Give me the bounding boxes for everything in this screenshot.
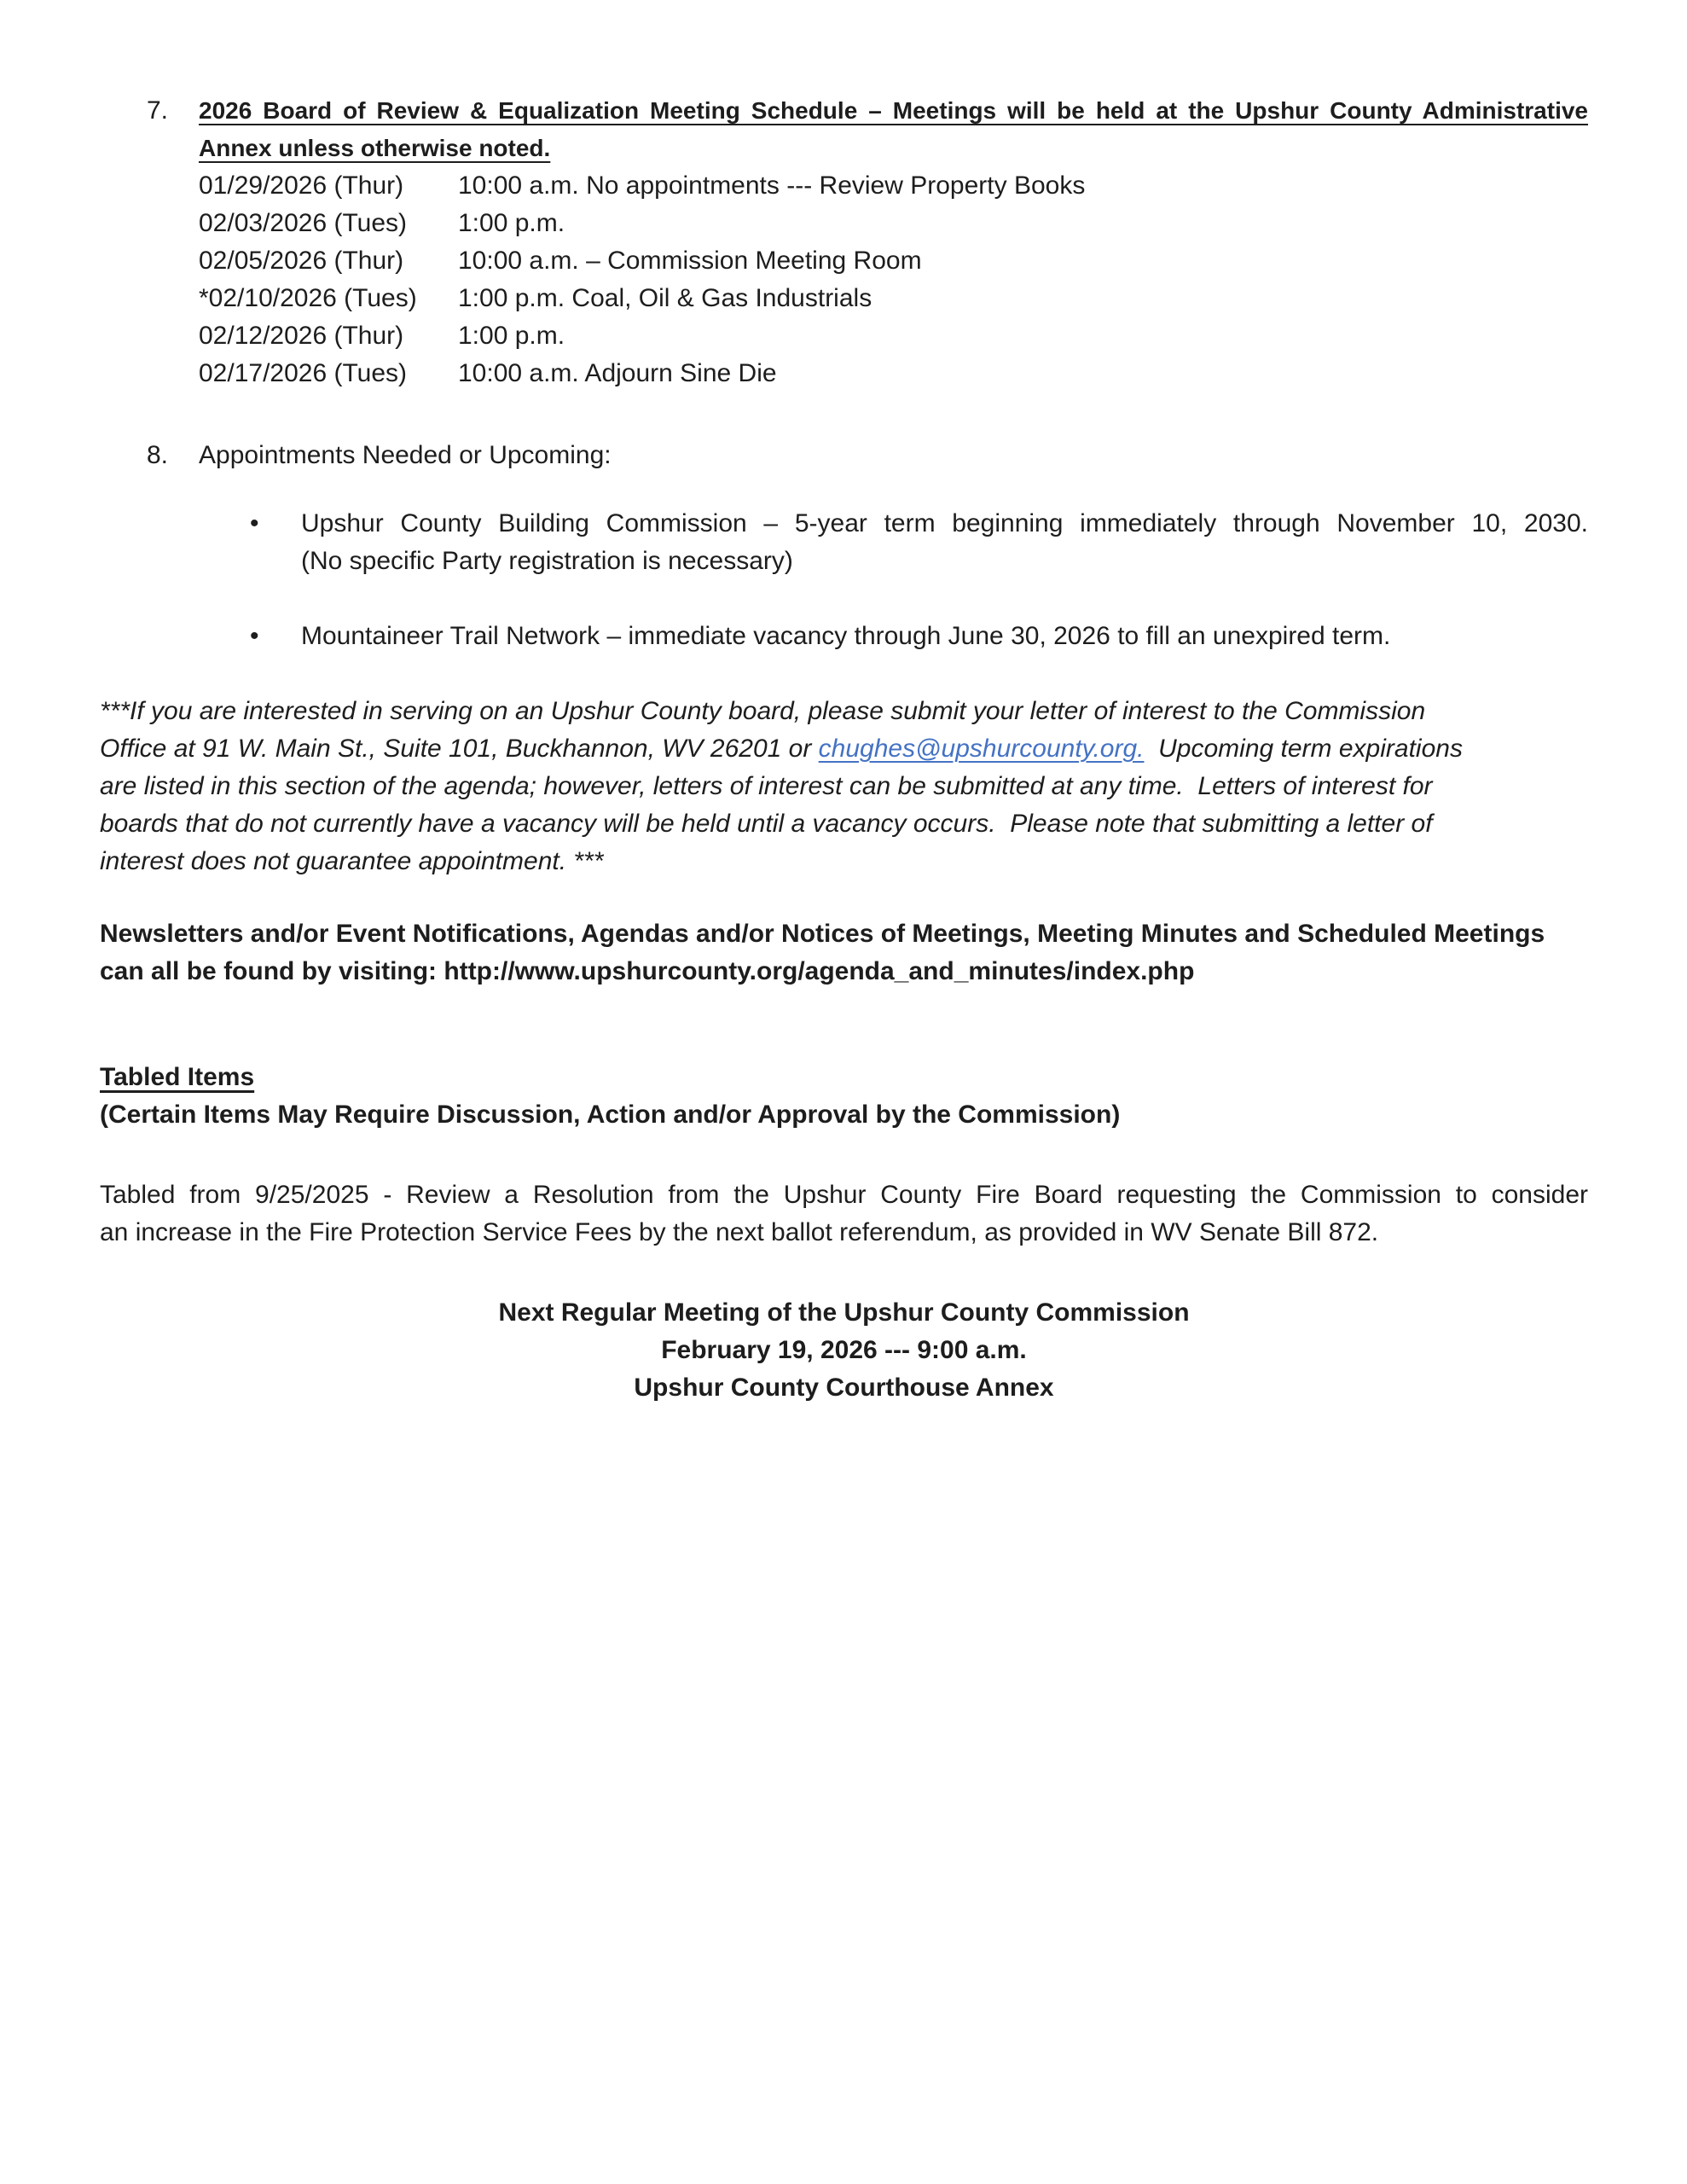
item7-heading-line2: Annex unless otherwise noted. [199, 135, 551, 161]
board-interest-note [100, 693, 1588, 880]
bullet1-line1: Upshur County Building Commission – 5-year term beginning immediately through November 10, 2030. [301, 509, 1588, 537]
appointment-bullet-1 [250, 505, 1588, 580]
appointment-bullet-1-text [301, 505, 1588, 580]
schedule-detail: 10:00 a.m. – Commission Meeting Room [458, 247, 922, 275]
tabled-item-paragraph [100, 1176, 1588, 1252]
schedule-row [199, 317, 1588, 355]
schedule-row [199, 242, 1588, 280]
next-meeting-datetime: February 19, 2026 --- 9:00 a.m. [661, 1336, 1027, 1364]
agenda-item-8 [147, 437, 1588, 474]
appointment-bullet-2 [250, 618, 1588, 655]
tabled-items-subtitle: (Certain Items May Require Discussion, Action and/or Approval by the Commission) [100, 1101, 1121, 1129]
item8-number: 8. [147, 441, 169, 469]
item8-heading-wrap [199, 437, 1588, 474]
item7-heading [199, 92, 1588, 167]
next-meeting-location: Upshur County Courthouse Annex [634, 1374, 1054, 1402]
note-line2-pre: Office at 91 W. Main St., Suite 101, Buckhannon, WV 26201 or [100, 735, 819, 763]
schedule-detail: 1:00 p.m. [458, 209, 565, 237]
note-line2-post: Upcoming term expirations [1144, 735, 1463, 763]
note-line4: boards that do not currently have a vacancy will be held until a vacancy occurs. Please note that submitting a letter of [100, 810, 1433, 838]
tabled-para-line1: Tabled from 9/25/2025 - Review a Resolution from the Upshur County Fire Board requesting the Commission to consider [100, 1181, 1588, 1209]
appointment-bullet-2-text [301, 618, 1588, 655]
schedule-row [199, 167, 1588, 205]
schedule-date: 02/17/2026 (Tues) [199, 359, 408, 387]
newsletters-note [100, 915, 1588, 990]
schedule-detail: 10:00 a.m. Adjourn Sine Die [458, 359, 777, 387]
next-meeting-block [100, 1294, 1588, 1407]
note-line3: are listed in this section of the agenda; however, letters of interest can be submitted at any time. Letters of interest for [100, 772, 1433, 800]
schedule-date: 02/05/2026 (Thur) [199, 247, 404, 275]
schedule-table [199, 167, 1588, 392]
bullet1-line2: (No specific Party registration is necessary) [301, 547, 793, 575]
item7-heading-line1: 2026 Board of Review & Equalization Meeting Schedule – Meetings will be held at the Upshur County Administrative [199, 97, 1588, 124]
tabled-items-section [100, 990, 1588, 1252]
schedule-detail: 1:00 p.m. [458, 322, 565, 350]
agenda-item-7 [147, 92, 1588, 167]
schedule-row [199, 355, 1588, 392]
note-line1: ***If you are interested in serving on an Upshur County board, please submit your letter of interest to the Commission [100, 697, 1426, 725]
schedule-date: 02/03/2026 (Tues) [199, 209, 408, 237]
schedule-date: 01/29/2026 (Thur) [199, 171, 404, 200]
newsletters-url-line: can all be found by visiting: http://www.upshurcounty.org/agenda_and_minutes/index.php [100, 957, 1195, 985]
note-line5: interest does not guarantee appointment. *** [100, 847, 604, 875]
bullet2-line1: Mountaineer Trail Network – immediate vacancy through June 30, 2026 to fill an unexpired term. [301, 622, 1391, 650]
newsletters-line1: Newsletters and/or Event Notifications, Agendas and/or Notices of Meetings, Meeting Minutes and Scheduled Meetings [100, 920, 1545, 948]
schedule-detail: 1:00 p.m. Coal, Oil & Gas Industrials [458, 284, 872, 312]
tabled-items-title: Tabled Items [100, 1063, 255, 1091]
tabled-para-line2: an increase in the Fire Protection Service Fees by the next ballot referendum, as provided in WV Senate Bill 872. [100, 1218, 1379, 1246]
note-line2 [100, 730, 1588, 768]
item7-number: 7. [147, 96, 169, 125]
bullet-icon: • [250, 622, 259, 650]
email-link[interactable]: chughes@upshurcounty.org. [818, 735, 1145, 763]
schedule-row [199, 205, 1588, 242]
schedule-detail: 10:00 a.m. No appointments --- Review Property Books [458, 171, 1086, 200]
schedule-date: 02/12/2026 (Thur) [199, 322, 404, 350]
bullet-icon: • [250, 509, 259, 537]
next-meeting-title: Next Regular Meeting of the Upshur County Commission [498, 1298, 1190, 1327]
schedule-row [199, 280, 1588, 317]
schedule-date: *02/10/2026 (Tues) [199, 284, 417, 312]
item8-heading: Appointments Needed or Upcoming: [199, 441, 612, 469]
